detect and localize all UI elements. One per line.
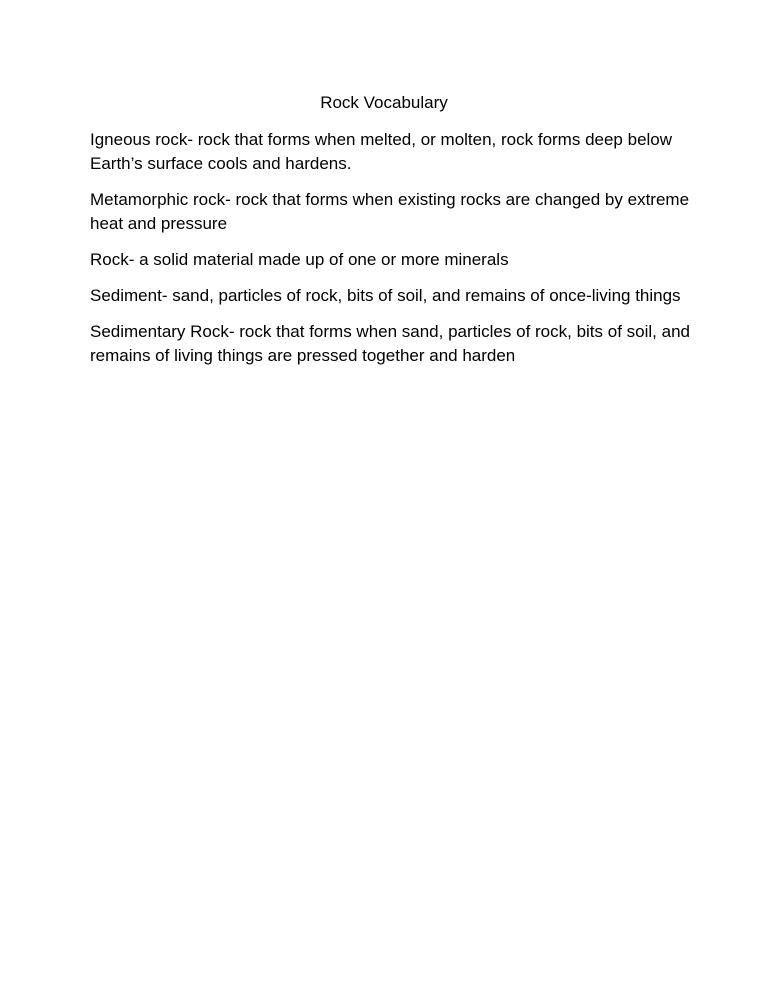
page-title: Rock Vocabulary: [320, 93, 448, 112]
entry-metamorphic-rock: Metamorphic rock- rock that forms when existing rocks are changed by extreme heat and pressure: [90, 190, 690, 233]
entry-sediment: Sediment- sand, particles of rock, bits of soil, and remains of once-living things: [90, 286, 681, 305]
entry-rock: Rock- a solid material made up of one or more minerals: [90, 250, 509, 269]
entry-sedimentary-rock: Sedimentary Rock- rock that forms when sand, particles of rock, bits of soil, and remains of living things are pressed together and harden: [90, 322, 690, 365]
entry-igneous-rock: Igneous rock- rock that forms when melted, or molten, rock forms deep below Earth’s surface cools and hardens.: [90, 130, 673, 173]
vocabulary-list: [90, 128, 690, 380]
